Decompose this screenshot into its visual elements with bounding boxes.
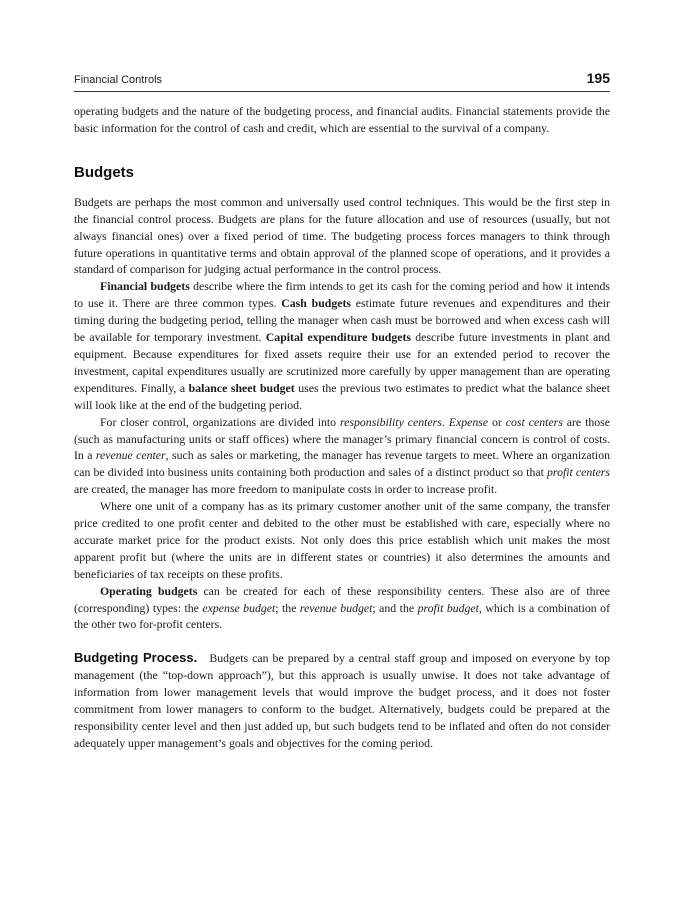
page-number: 195 xyxy=(586,70,610,86)
term-expense: Expense xyxy=(448,414,489,429)
section-heading-budgets: Budgets xyxy=(74,163,134,181)
paragraph-responsibility-centers: For closer control, organizations are divided into responsibility centers. Expense or cost centers are those (such as manufacturing units or staff offices) where the manager’s primary financial concern is control of costs. In a revenue center, such as sales or marketing, the manager has revenue targets to meet. Where an organization can be divided into business units containing both production and sales of a distinct product so that profit centers are created, the manager has more freedom to manipulate costs in order to increase profit. xyxy=(74,414,610,497)
paragraph-budgeting-process: Budgeting Process. Budgets can be prepared by a central staff group and imposed on everyone by top management (the “top-down approach”), but this approach is usually unwise. It does not take advantage of information from lower management levels that would improve the budget process, and it does not foster commitment from lower managers to conform to the budget. Alternatively, budgets could be prepared at the responsibility center level and then just added up, but such budgets tend to be inflated and often do not consider adequately upper management’s goals and objectives for the coming period. xyxy=(74,650,610,750)
term-revenue-center: revenue center xyxy=(95,448,166,463)
paragraph-operating-budgets: Operating budgets can be created for each of these responsibility centers. These also are of three (corresponding) types: the expense budget; the revenue budget; and the profit budget, which is a combination of the other two for-profit centers. xyxy=(74,583,610,632)
term-revenue-budget: revenue budget xyxy=(299,600,373,615)
term-capital-expenditure-budgets: Capital expenditure budgets xyxy=(265,330,412,345)
term-profit-centers: profit centers xyxy=(547,465,610,480)
runin-heading-budgeting-process: Budgeting Process. xyxy=(74,650,198,666)
term-operating-budgets: Operating budgets xyxy=(100,583,198,598)
running-head: Financial Controls xyxy=(74,74,163,86)
term-cost-centers: cost centers xyxy=(505,414,563,429)
term-expense-budget: expense budget xyxy=(202,600,276,615)
paragraph-financial-budgets: Financial budgets describe where the firm intends to get its cash for the coming period and how it intends to use it. There are three common types. Cash budgets estimate future revenues and expenditures and their timing during the budgeting period, telling the manager when cash must be borrowed and when excess cash will be available for temporary investment. Capital expenditure budgets describe future investments in plant and equipment. Because expenditures for fixed assets require their use for an extended period to recover the investment, capital expenditures usually are scrutinized more carefully by upper management than are operating expenditures. Finally, a balance sheet budget uses the previous two estimates to predict what the balance sheet will look like at the end of the budgeting period. xyxy=(74,279,611,412)
header-rule xyxy=(74,91,610,92)
paragraph-transfer-price: Where one unit of a company has as its primary customer another unit of the same company, the transfer price credited to one profit center and debited to the other must be established with care, especially where no accurate market price for the product exists. Not only does this price establish which unit makes the most apparent profit but (where the units are in different states or countries) it also determines the amounts and beneficiaries of tax receipts on these profits. xyxy=(74,499,610,581)
term-responsibility-centers: responsibility centers xyxy=(340,414,442,429)
term-cash-budgets: Cash budgets xyxy=(281,296,351,311)
term-financial-budgets: Financial budgets xyxy=(100,279,190,294)
paragraph-budgets-definition: Budgets are perhaps the most common and universally used control techniques. This would be the first step in the financial control process. Budgets are plans for the future allocation and use of resources (usually, but not always financial ones) over a fixed period of time. The budgeting process forces managers to think through future operations in quantitative terms and obtain approval of the planned scope of operations, and it provides a standard of comparison for judging actual performance in the control process. xyxy=(74,194,610,277)
term-balance-sheet-budget: balance sheet budget xyxy=(188,380,295,395)
term-profit-budget: profit budget xyxy=(417,600,479,615)
page-body xyxy=(74,103,610,752)
intro-paragraph: operating budgets and the nature of the budgeting process, and financial audits. Financial statements provide the basic information for the control of cash and credit, which are essential to the survival of a company. xyxy=(74,104,610,135)
page-header xyxy=(74,70,610,90)
